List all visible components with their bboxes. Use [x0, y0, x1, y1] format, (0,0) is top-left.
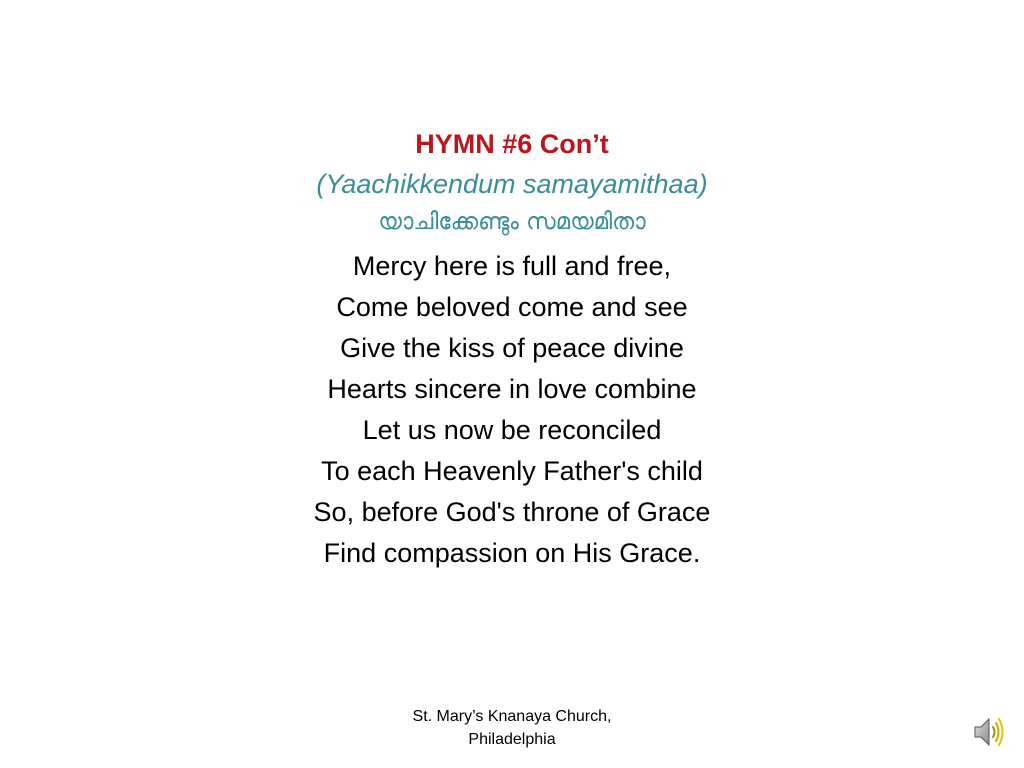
footer-line-2: Philadelphia: [468, 731, 556, 748]
speaker-icon[interactable]: [972, 712, 1006, 752]
lyric-line: Come beloved come and see: [336, 292, 688, 322]
lyric-line: So, before God's throne of Grace: [313, 497, 711, 527]
hymn-malayalam-title: യാചിക്കേണ്ടും സമയമിതാ: [378, 209, 646, 235]
hymn-subtitle: (Yaachikkendum samayamithaa): [316, 169, 708, 199]
speaker-icon-graphic: [972, 712, 1006, 752]
footer-line-1: St. Mary’s Knanaya Church,: [412, 708, 612, 725]
lyric-line: Find compassion on His Grace.: [323, 538, 701, 568]
footer-church-name: [362, 705, 662, 751]
lyric-line: Let us now be reconciled: [362, 415, 662, 445]
lyric-line: Give the kiss of peace divine: [340, 333, 684, 363]
lyrics-list: [0, 246, 1024, 574]
lyric-line: Mercy here is full and free,: [352, 251, 672, 281]
hymn-title: HYMN #6 Con’t: [415, 129, 609, 159]
lyric-line: To each Heavenly Father's child: [321, 456, 703, 486]
lyric-line: Hearts sincere in love combine: [327, 374, 697, 404]
hymn-content: [0, 124, 1024, 574]
